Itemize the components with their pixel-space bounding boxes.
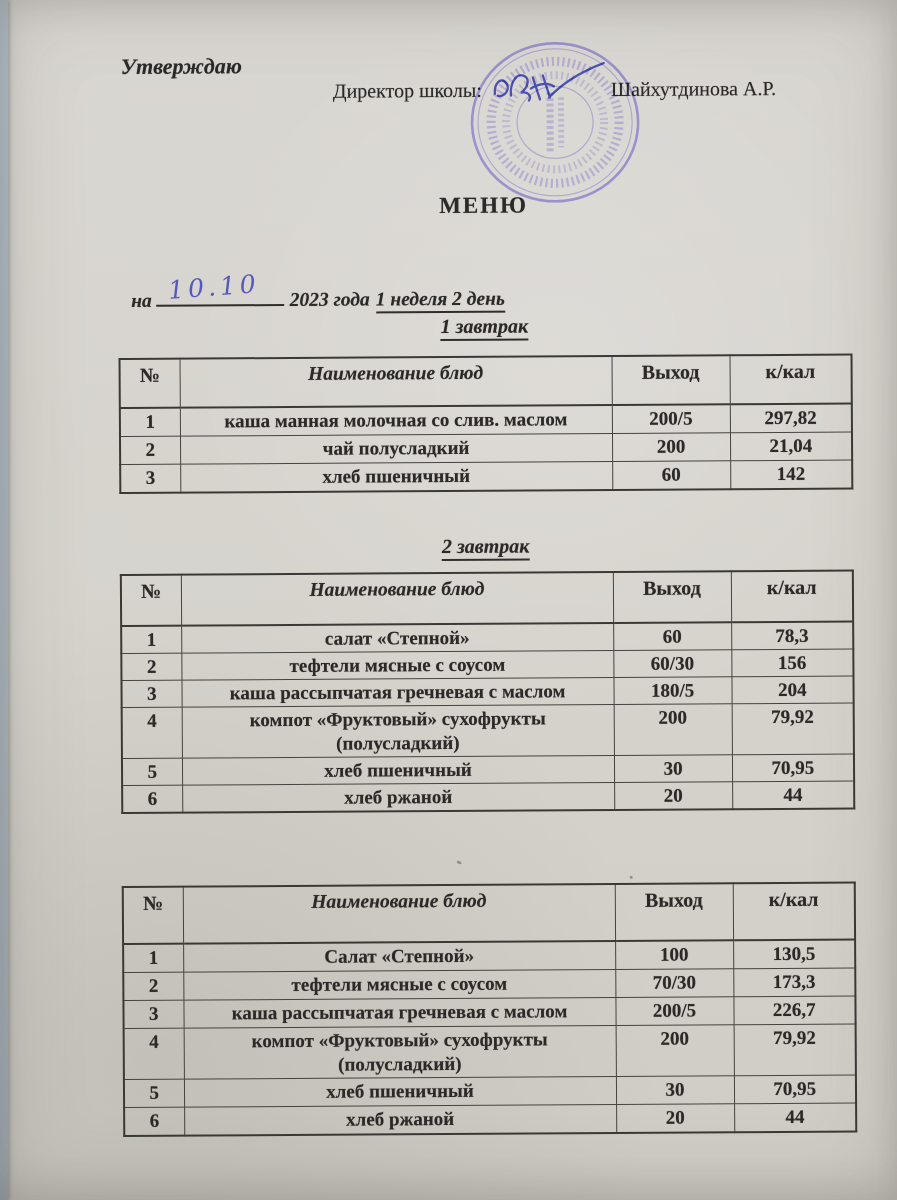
cell-calories: 78,3 [731, 622, 853, 650]
cell-dish-name: каша рассыпчатая гречневая с маслом [181, 678, 613, 708]
breakfast-1-table [119, 354, 854, 494]
col-header-kcal: к/кал [733, 883, 855, 941]
date-line [131, 269, 505, 313]
cell-portion: 200/5 [615, 997, 733, 1026]
cell-number: 6 [122, 785, 182, 813]
col-header-portion: Выход [615, 883, 733, 941]
cell-dish-name: хлеб пшеничный [182, 756, 614, 786]
cell-dish-name: компот «Фруктовый» сухофрукты (полусладкий) [182, 705, 614, 759]
cell-calories: 226,7 [733, 996, 855, 1025]
table-row [122, 703, 854, 758]
breakfast-2-table [120, 570, 855, 814]
table-header-row [123, 883, 855, 944]
page-title: МЕНЮ [439, 192, 529, 219]
cell-calories: 297,82 [730, 404, 852, 433]
col-header-dish: Наименование блюд [183, 884, 615, 944]
table-row [124, 1075, 856, 1107]
cell-number: 1 [123, 944, 183, 973]
cell-calories: 79,92 [734, 1024, 856, 1076]
col-header-number: № [121, 575, 181, 626]
cell-portion: 200 [616, 1025, 734, 1077]
cell-portion: 60 [612, 461, 730, 490]
cell-portion: 20 [616, 1104, 734, 1133]
table-body [120, 404, 853, 493]
cell-portion: 30 [614, 755, 732, 783]
cell-portion: 200 [614, 704, 732, 756]
cell-number: 3 [120, 464, 180, 493]
table-body [123, 940, 856, 1136]
director-signature [485, 53, 619, 112]
table-row [120, 432, 852, 464]
cell-calories: 130,5 [733, 940, 855, 969]
cell-calories: 70,95 [732, 754, 854, 782]
cell-portion: 30 [616, 1076, 734, 1105]
cell-number: 4 [124, 1028, 184, 1079]
table-row [124, 1024, 856, 1079]
col-header-kcal: к/кал [730, 355, 852, 405]
table-header-row [121, 571, 853, 626]
cell-dish-name: чай полусладкий [180, 434, 612, 465]
cell-dish-name: салат «Степной» [181, 623, 613, 653]
table-row [122, 781, 854, 813]
table-row [120, 460, 852, 493]
cell-calories: 156 [731, 649, 853, 677]
cell-calories: 44 [734, 1103, 856, 1132]
cell-calories: 70,95 [734, 1075, 856, 1104]
date-prefix: на [131, 290, 152, 312]
cell-calories: 79,92 [732, 703, 854, 755]
director-name: Шайхутдинова А.Р. [610, 77, 777, 102]
cell-calories: 204 [731, 676, 853, 704]
cell-portion: 70/30 [615, 969, 733, 998]
cell-portion: 60/30 [613, 650, 731, 678]
cell-number: 5 [122, 758, 182, 785]
table-row [123, 940, 855, 973]
cell-portion: 200 [612, 433, 730, 462]
col-header-dish: Наименование блюд [181, 572, 613, 626]
cell-dish-name: каша рассыпчатая гречневая с маслом [183, 997, 615, 1028]
approve-text: Утверждаю [120, 53, 242, 80]
col-header-number: № [123, 887, 183, 944]
director-label: Директор школы: [332, 79, 482, 103]
date-year: 2023 года [289, 289, 370, 311]
cell-number: 1 [121, 626, 181, 654]
cell-number: 2 [123, 972, 183, 1000]
date-underline [156, 269, 284, 307]
cell-calories: 142 [730, 460, 852, 489]
table-row [123, 996, 855, 1028]
cell-number: 2 [121, 653, 181, 680]
table-row [123, 968, 855, 1000]
col-header-kcal: к/кал [731, 571, 853, 623]
lunch-table [122, 882, 858, 1137]
cell-dish-name: хлеб пшеничный [184, 1076, 616, 1107]
cell-dish-name: каша манная молочная со слив. маслом [180, 405, 612, 436]
cell-number: 1 [120, 408, 180, 437]
cell-calories: 173,3 [733, 968, 855, 997]
cell-dish-name: хлеб ржаной [184, 1104, 616, 1135]
cell-dish-name: хлеб пшеничный [180, 462, 612, 493]
cell-number: 3 [121, 680, 181, 707]
col-header-number: № [120, 359, 180, 408]
cell-number: 3 [123, 1000, 183, 1028]
cell-dish-name: тефтели мясные с соусом [181, 651, 613, 681]
date-week-day: 1 неделя 2 день [376, 289, 505, 314]
cell-number: 4 [122, 707, 182, 758]
col-header-portion: Выход [612, 355, 730, 405]
stray-mark [630, 876, 633, 879]
stray-mark [456, 860, 462, 865]
cell-number: 2 [120, 436, 180, 464]
cell-dish-name: хлеб ржаной [182, 783, 614, 813]
meal-heading-2: 2 завтрак [120, 534, 852, 561]
cell-portion: 180/5 [613, 677, 731, 705]
table-header-row [120, 355, 852, 408]
cell-calories: 44 [732, 781, 854, 809]
cell-dish-name: компот «Фруктовый» сухофрукты (полусладкий) [184, 1025, 616, 1079]
col-header-dish: Наименование блюд [180, 356, 612, 408]
cell-calories: 21,04 [730, 432, 852, 461]
cell-portion: 100 [615, 940, 733, 969]
cell-number: 5 [124, 1079, 184, 1107]
handwritten-date: 10.10 [166, 269, 261, 305]
cell-portion: 200/5 [612, 404, 730, 433]
table-row [120, 404, 852, 437]
col-header-portion: Выход [613, 571, 731, 623]
cell-portion: 60 [613, 622, 731, 650]
table-body [121, 622, 854, 813]
cell-portion: 20 [614, 782, 732, 810]
cell-dish-name: тефтели мясные с соусом [183, 969, 615, 1000]
cell-number: 6 [124, 1107, 184, 1136]
table-row [124, 1103, 856, 1136]
meal-heading-1: 1 завтрак [118, 314, 850, 341]
cell-dish-name: Салат «Степной» [183, 941, 615, 972]
